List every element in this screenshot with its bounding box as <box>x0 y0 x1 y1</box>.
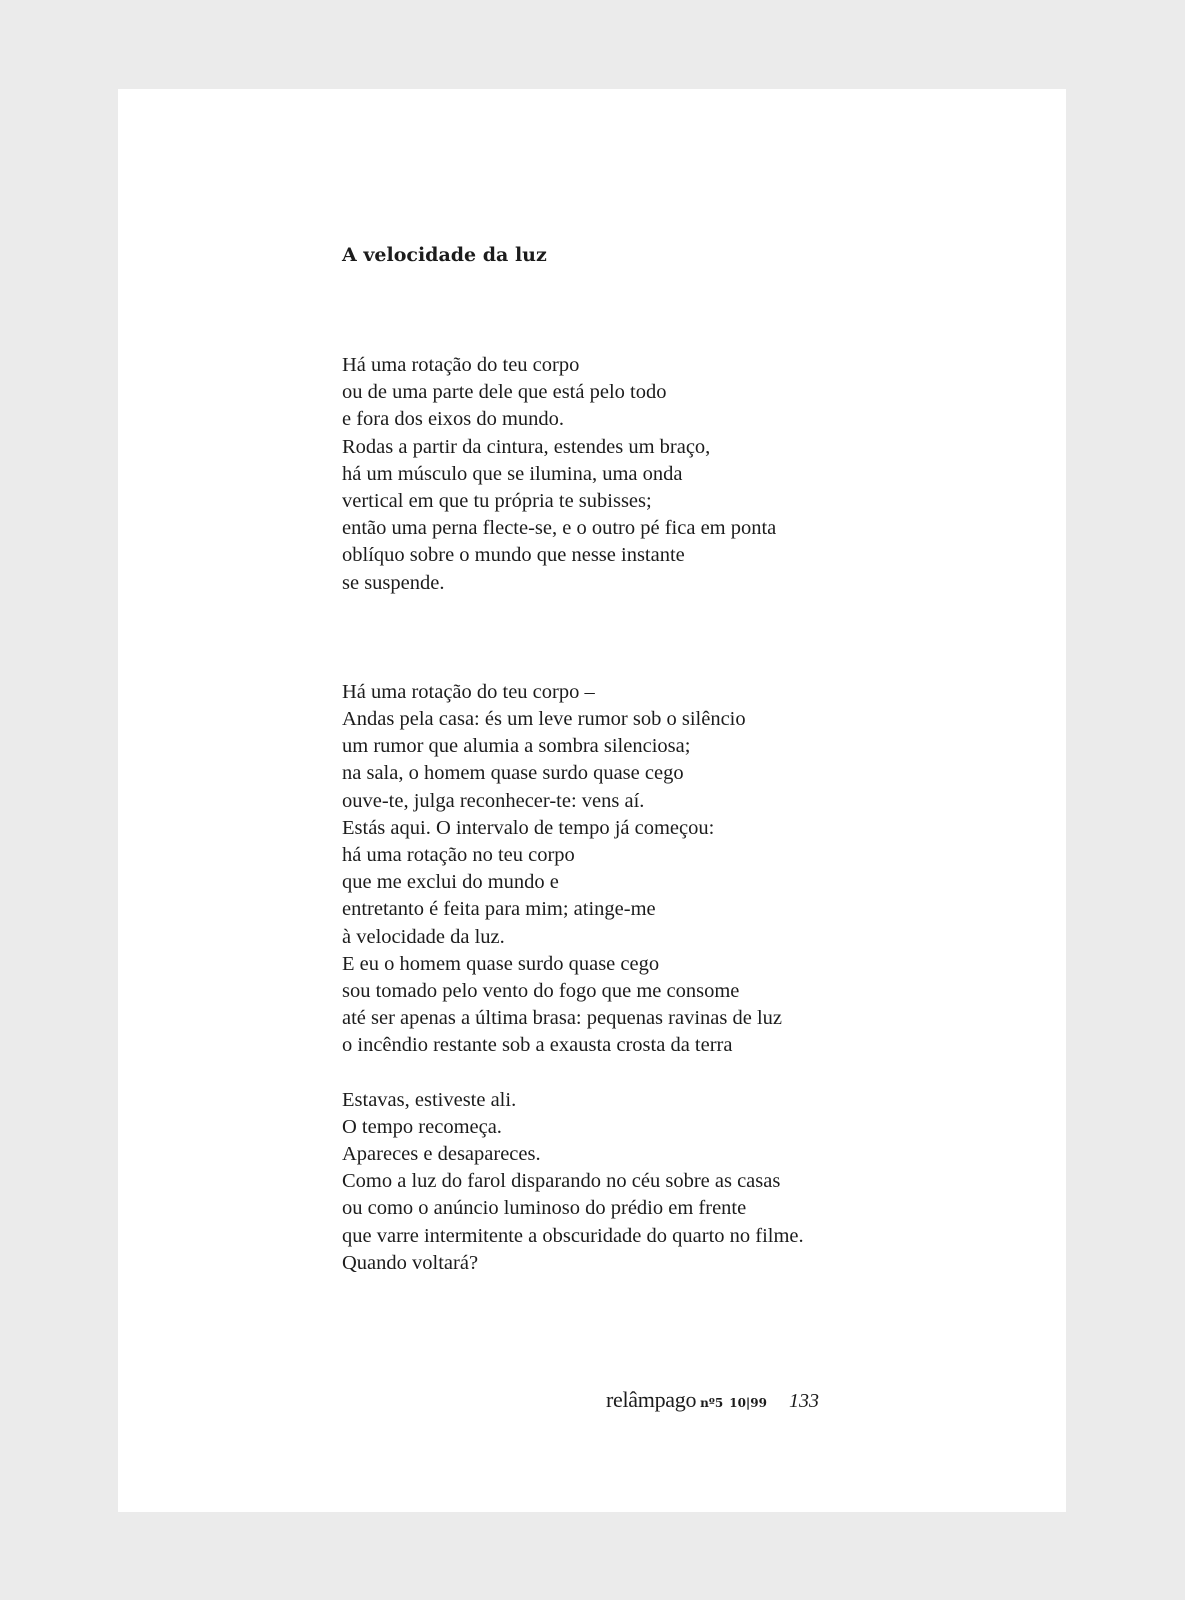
poem-title: A velocidade da luz <box>342 244 547 266</box>
poem-line: Como a luz do farol disparando no céu sobre as casas <box>342 1170 781 1193</box>
poem-line: se suspende. <box>342 571 445 594</box>
poem-line: Quando voltará? <box>342 1251 479 1274</box>
poem-line: Rodas a partir da cintura, estendes um braço, <box>342 435 711 458</box>
poem-line: E eu o homem quase surdo quase cego <box>342 952 660 975</box>
stanza <box>342 352 962 597</box>
stanza <box>342 1087 962 1277</box>
poem-line: até ser apenas a última brasa: pequenas ravinas de luz <box>342 1007 782 1030</box>
stanza <box>342 679 962 1060</box>
poem-line: à velocidade da luz. <box>342 925 505 948</box>
poem-line: vertical em que tu própria te subisses; <box>342 490 652 513</box>
poem-line: Há uma rotação do teu corpo <box>342 354 580 376</box>
poem-line: que me exclui do mundo e <box>342 871 559 894</box>
issue-number: nº5 <box>700 1396 724 1410</box>
poem-line: sou tomado pelo vento do fogo que me consome <box>342 980 740 1003</box>
poem-line: há uma rotação no teu corpo <box>342 844 575 867</box>
poem-line: Estás aqui. O intervalo de tempo já começou: <box>342 816 715 839</box>
page-footer <box>606 1387 966 1413</box>
poem-line: na sala, o homem quase surdo quase cego <box>342 762 684 785</box>
poem-line: oblíquo sobre o mundo que nesse instante <box>342 544 685 567</box>
poem-line: há um músculo que se ilumina, uma onda <box>342 462 683 485</box>
poem-line: Há uma rotação do teu corpo – <box>342 680 595 703</box>
poem-line: entretanto é feita para mim; atinge-me <box>342 898 656 921</box>
poem-line: Apareces e desapareces. <box>342 1143 541 1166</box>
poem <box>342 242 962 1277</box>
poem-line: O tempo recomeça. <box>342 1115 502 1138</box>
poem-line: um rumor que alumia a sombra silenciosa; <box>342 735 691 758</box>
poem-line: ou de uma parte dele que está pelo todo <box>342 381 667 404</box>
poem-line: então uma perna flecte-se, e o outro pé fica em ponta <box>342 517 777 540</box>
document-page <box>118 89 1066 1512</box>
poem-line: ouve-te, julga reconhecer-te: vens aí. <box>342 789 645 812</box>
poem-line: Estavas, estiveste ali. <box>342 1088 517 1111</box>
poem-line: ou como o anúncio luminoso do prédio em frente <box>342 1197 747 1220</box>
journal-name: relâmpago <box>606 1387 697 1412</box>
poem-line: Andas pela casa: és um leve rumor sob o silêncio <box>342 708 746 731</box>
poem-line: o incêndio restante sob a exausta crosta da terra <box>342 1034 733 1057</box>
poem-line: que varre intermitente a obscuridade do quarto no filme. <box>342 1224 804 1247</box>
issue-date: 10|99 <box>729 1396 767 1410</box>
poem-line: e fora dos eixos do mundo. <box>342 408 565 431</box>
page-number: 133 <box>789 1390 819 1412</box>
